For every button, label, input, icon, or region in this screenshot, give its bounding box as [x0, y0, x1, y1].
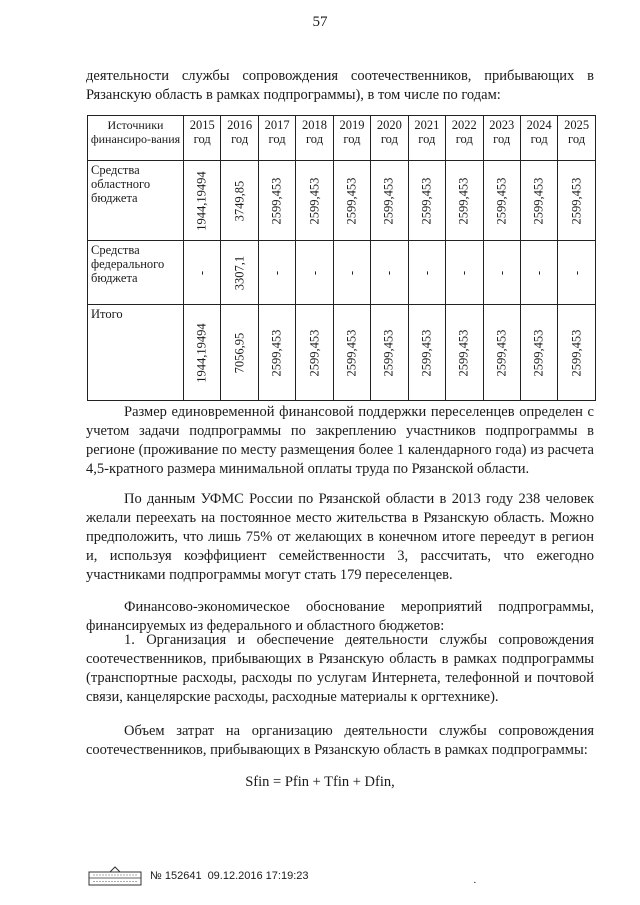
header-year-label: год — [231, 132, 249, 146]
financing-table — [87, 115, 596, 401]
cell-value — [296, 241, 333, 305]
cell-value — [221, 305, 258, 401]
header-year-number: 2016 — [227, 118, 253, 132]
header-year — [184, 116, 221, 161]
row-source: Средства федерального бюджета — [88, 241, 184, 305]
cell-value — [371, 241, 408, 305]
cell-value — [371, 161, 408, 241]
cell-value-text: - — [531, 270, 546, 275]
cell-value-text: - — [419, 270, 434, 275]
cell-value-text: - — [381, 270, 396, 275]
cell-value — [408, 241, 445, 305]
page-number: 57 — [312, 14, 328, 30]
header-year — [446, 116, 483, 161]
cell-value-text: 3307,1 — [232, 255, 247, 290]
cell-value-text: 2599,453 — [456, 329, 471, 376]
cell-value — [558, 241, 595, 305]
header-year-label: год — [193, 132, 211, 146]
cell-value-text: - — [569, 270, 584, 275]
cell-value — [520, 305, 557, 401]
cell-value-text: 2599,453 — [381, 177, 396, 224]
cell-value — [558, 305, 595, 401]
header-year-label: год — [530, 132, 548, 146]
cell-value-text: - — [494, 270, 509, 275]
header-year-label: год — [380, 132, 398, 146]
cell-value-text: 1944,19494 — [194, 322, 209, 383]
header-year — [221, 116, 258, 161]
cell-value-text: 2599,453 — [456, 177, 471, 224]
cell-value — [483, 241, 520, 305]
header-year-label: год — [343, 132, 361, 146]
cell-value — [446, 305, 483, 401]
header-year-label: год — [455, 132, 473, 146]
cell-value — [296, 305, 333, 401]
cell-value-text: 2599,453 — [269, 329, 284, 376]
doc-number: № 152641 — [150, 870, 202, 882]
header-year-number: 2020 — [376, 118, 402, 132]
cell-value-text: - — [269, 270, 284, 275]
cell-value — [221, 241, 258, 305]
table-body — [88, 161, 596, 401]
header-year — [520, 116, 557, 161]
cell-value — [446, 241, 483, 305]
cell-value — [296, 161, 333, 241]
cell-value-text: - — [344, 270, 359, 275]
cell-value — [333, 241, 370, 305]
table-row — [88, 161, 596, 241]
cell-value-text: - — [194, 270, 209, 275]
cell-value-text: 2599,453 — [307, 177, 322, 224]
cell-value — [333, 161, 370, 241]
paragraph-ufms-data: По данным УФМС России по Рязанской области в 2013 году 238 человек желали переехать на постоянное место жительства в Рязанскую область. Можно предположить, что лишь 75% от желающих в конечном итоге переедут в регион и, используя коэффициент семейственности 3, рассчитать, что ежегодно участниками подпрограммы могут стать 179 переселенцев. — [86, 491, 594, 583]
row-source: Средства областного бюджета — [88, 161, 184, 241]
cell-value-text: 2599,453 — [419, 177, 434, 224]
header-year — [558, 116, 595, 161]
cell-value-text: 2599,453 — [344, 329, 359, 376]
paragraph-costs: Объем затрат на организацию деятельности службы сопровождения соотечественников, прибывающих в Рязанскую область в рамках подпрограммы: — [86, 723, 594, 758]
mark-dot: · — [473, 877, 477, 889]
paragraph-support-size: Размер единовременной финансовой поддержки переселенцев определен с учетом задачи подпрограммы по закреплению участников подпрограммы в регионе (проживание по месту размещения более 1 календарного года) из расчета 4,5-кратного размера минимальной оплаты труда по Рязанской области. — [86, 404, 594, 477]
cell-value-text: 3749,85 — [232, 180, 247, 221]
header-year-number: 2021 — [414, 118, 440, 132]
cell-value — [371, 305, 408, 401]
header-year-label: год — [568, 132, 586, 146]
intro-paragraph: деятельности службы сопровождения соотечественников, прибывающих в Рязанскую область в рамках подпрограммы), в том числе по годам: — [86, 68, 594, 103]
cell-value-text: 2599,453 — [344, 177, 359, 224]
cell-value-text: 2599,453 — [569, 329, 584, 376]
header-source: Источники финансиро-вания — [88, 116, 184, 161]
header-year — [408, 116, 445, 161]
cell-value-text: 7056,95 — [232, 332, 247, 373]
cell-value-text: 1944,19494 — [194, 170, 209, 231]
cell-value-text: 2599,453 — [419, 329, 434, 376]
cell-value-text: 2599,453 — [269, 177, 284, 224]
paragraph-justification: Финансово-экономическое обоснование мероприятий подпрограммы, финансируемых из федерального и областного бюджетов: — [86, 599, 594, 634]
header-year-number: 2022 — [451, 118, 477, 132]
cell-value — [520, 241, 557, 305]
cell-value-text: 2599,453 — [531, 177, 546, 224]
cell-value-text: 2599,453 — [307, 329, 322, 376]
cell-value — [558, 161, 595, 241]
cell-value — [258, 241, 295, 305]
cell-value — [520, 161, 557, 241]
cell-value — [408, 305, 445, 401]
cell-value — [184, 305, 221, 401]
header-year-number: 2017 — [264, 118, 290, 132]
header-year — [483, 116, 520, 161]
header-year-label: год — [418, 132, 436, 146]
footer — [88, 866, 309, 886]
cell-value — [184, 241, 221, 305]
cell-value-text: - — [456, 270, 471, 275]
cell-value — [446, 161, 483, 241]
table-row — [88, 241, 596, 305]
cell-value — [483, 305, 520, 401]
cell-value-text: - — [307, 270, 322, 275]
formula: Sfin = Pfin + Tfin + Dfin, — [245, 774, 395, 790]
cell-value-text: 2599,453 — [381, 329, 396, 376]
cell-value — [258, 161, 295, 241]
cell-value-text: 2599,453 — [569, 177, 584, 224]
document-stamp-icon — [88, 866, 142, 886]
table-row — [88, 305, 596, 401]
header-year — [258, 116, 295, 161]
header-year-number: 2025 — [564, 118, 590, 132]
cell-value — [408, 161, 445, 241]
cell-value — [221, 161, 258, 241]
header-year-label: год — [268, 132, 286, 146]
header-year — [371, 116, 408, 161]
doc-datetime: 09.12.2016 17:19:23 — [207, 870, 309, 882]
header-year-number: 2023 — [489, 118, 515, 132]
paragraph-item-1: 1. Организация и обеспечение деятельности службы сопровождения соотечественников, прибывающих в Рязанскую область в рамках подпрограммы (транспортные расходы, расходы по услугам Интернета, телефонной и почтовой связи, канцелярские расходы, расходные материалы к оргтехнике). — [86, 632, 594, 705]
header-year-number: 2019 — [339, 118, 365, 132]
cell-value-text: 2599,453 — [494, 329, 509, 376]
header-year-number: 2024 — [526, 118, 552, 132]
header-year — [296, 116, 333, 161]
cell-value-text: 2599,453 — [494, 177, 509, 224]
header-year-label: год — [305, 132, 324, 146]
header-year — [333, 116, 370, 161]
cell-value — [483, 161, 520, 241]
row-source: Итого — [88, 305, 184, 401]
cell-value — [258, 305, 295, 401]
header-year-number: 2018 — [302, 118, 328, 132]
cell-value — [333, 305, 370, 401]
table-header-row — [88, 116, 596, 161]
cell-value — [184, 161, 221, 241]
cell-value-text: 2599,453 — [531, 329, 546, 376]
header-year-label: год — [493, 132, 511, 146]
header-year-number: 2015 — [189, 118, 215, 132]
